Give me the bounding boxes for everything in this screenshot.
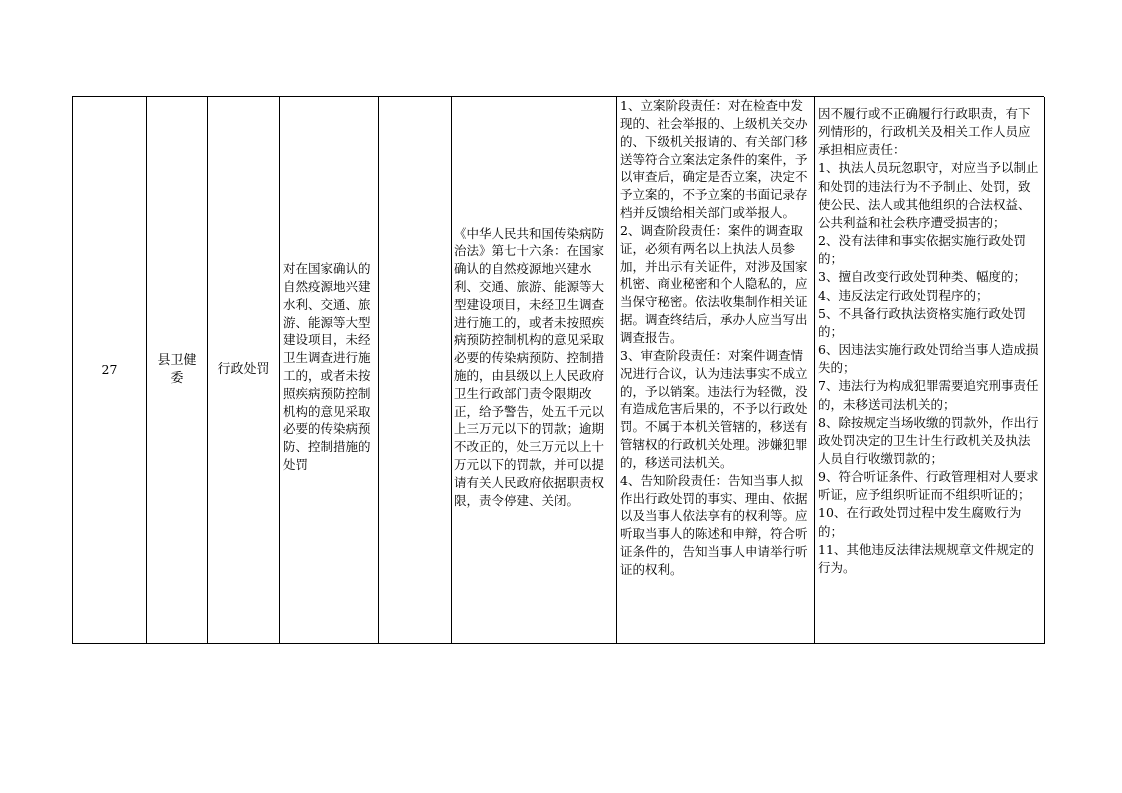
department: 县卫健委 (157, 353, 197, 386)
responsibility-cell (617, 97, 815, 644)
legal-basis: 《中华人民共和国传染病防治法》第七十六条：在国家确认的自然疫源地兴建水利、交通、旅游、能源等大型建设项目，未经卫生调查进行施工的，或者未按照疾病预防控制机构的意见采取必要的传染病预防、控制措施的，由县级以上人民政府卫生行政部门责令限期改正，给予警告，处五千元以上三万元以下的罚款；逾期不改正的，处三万元以上十万元以下的罚款，并可以提请有关人民政府依据职责权限，责令停建、关闭。 (454, 225, 605, 508)
item-name: 对在国家确认的自然疫源地兴建水利、交通、旅游、能源等大型建设项目，未经卫生调查进行施工的，或者未按照疾病预防控制机构的意见采取必要的传染病预防、控制措施的处罚 (283, 261, 371, 472)
accountability-text: 因不履行或不正确履行行政职责，有下列情形的，行政机关及相关工作人员应承担相应责任： 1、执法人员玩忽职守，对应当予以制止和处罚的违法行为不予制止、处罚，致使公民、法人或其他组织的合法权益、公共利益和社会秩序遭受损害的； 2、没有法律和事实依据实施行政处罚的； 3、擅自改变行政处罚种类、幅度的； 4、违反法定行政处罚程序的； 5、不具备行政执法资格实施行政处罚的； 6、因违法实施行政处罚给当事人造成损失的； 7、违法行为构成犯罪需要追究刑事责任的，未移送司法机关的； 8、除按规定当场收缴的罚款外，作出行政处罚决定的卫生计生行政机关及执法人员自行收缴罚款的； 9、符合听证条件、行政管理相对人要求听证，应予组织听证而不组织听证的； 10、在行政处罚过程中发生腐败行为的； 11、其他违反法律法规规章文件规定的行为。 (818, 106, 1039, 575)
accountability-cell (815, 97, 1045, 644)
category-cell (208, 97, 280, 644)
basis-cell (452, 97, 617, 644)
responsibility-text: 1、立案阶段责任：对在检查中发现的、社会举报的、上级机关交办的、下级机关报请的、有关部门移送等符合立案法定条件的案件，予以审查后，确定是否立案，决定不予立案的，不予立案的书面记录存档并反馈给相关部门或举报人。 2、调查阶段责任：案件的调查取证，必须有两名以上执法人员参加，并出示有关证件，对涉及国家机密、商业秘密和个人隐私的，应当保守秘密。依法收集制作相关证据。调查终结后，承办人应当写出调查报告。 3、审查阶段责任：对案件调查情况进行合议，认为违法事实不成立的，予以销案。违法行为轻微，没有造成危害后果的，不予以行政处罚。不属于本机关管辖的，移送有管辖权的行政机关处理。涉嫌犯罪的，移送司法机关。 4、告知阶段责任：告知当事人拟作出行政处罚的事实、理由、依据以及当事人依法享有的权利等。应听取当事人的陈述和申辩，符合听证条件的，告知当事人申请举行听证的权利。 (620, 98, 808, 577)
item-cell (280, 97, 379, 644)
sub-item-cell (379, 97, 452, 644)
category: 行政处罚 (217, 362, 270, 378)
row-number-cell (73, 97, 147, 644)
department-cell (147, 97, 208, 644)
row-number: 27 (101, 362, 118, 378)
table-row (72, 96, 1044, 644)
